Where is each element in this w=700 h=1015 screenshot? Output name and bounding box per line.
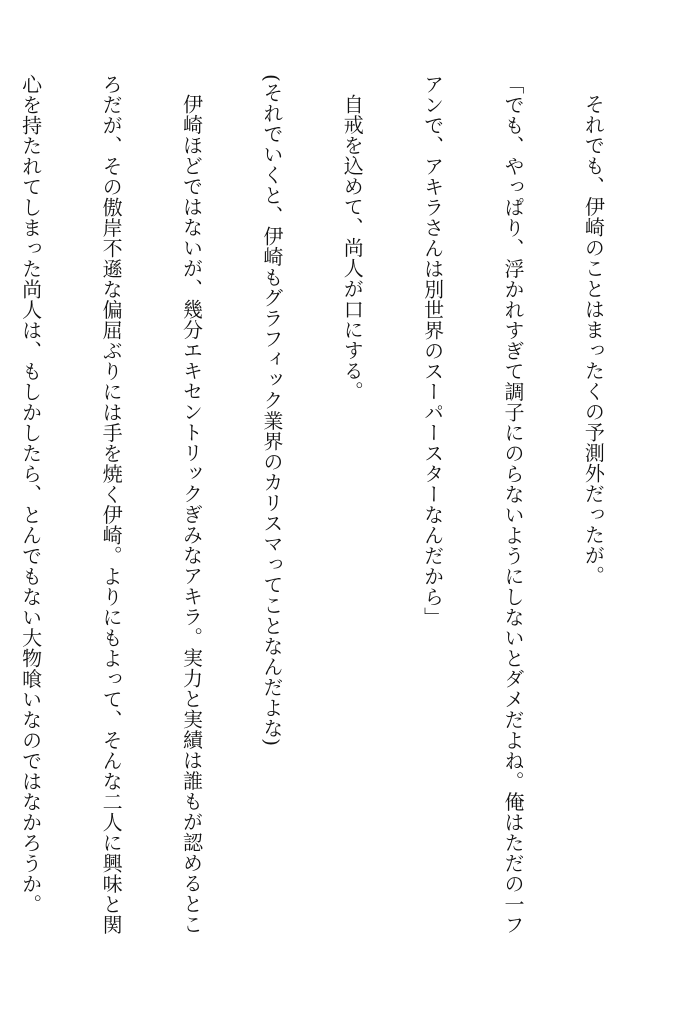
text-line: 伊崎ほどではないが、幾分エキセントリックぎみなアキラ。実力と実績は誰もが認めるとこ — [179, 94, 204, 935]
text-line: 「でも、やっぱり、浮かれすぎて調子にのらないようにしないとダメだよね。俺はただの一フ — [501, 74, 526, 935]
text-line: 自戒を込めて、尚人が口にする。 — [340, 94, 365, 402]
vertical-text-body — [0, 74, 660, 974]
text-line: ろだが、その傲岸不遜な偏屈ぶりには手を焼く伊崎。よりにもよって、そんな二人に興味と関 — [99, 74, 124, 935]
text-line: 心を持たれてしまった尚人は、もしかしたら、とんでもない大物喰いなのではなかろうか。 — [18, 74, 43, 915]
text-line: それでも、伊崎のことはまったくの予測外だったが。 — [581, 94, 606, 586]
text-line: (それでいくと、伊崎もグラフィック業界のカリスマってことなんだよな) — [259, 74, 284, 747]
text-line: アンで、アキラさんは別世界のスーパースターなんだから」 — [420, 74, 445, 628]
